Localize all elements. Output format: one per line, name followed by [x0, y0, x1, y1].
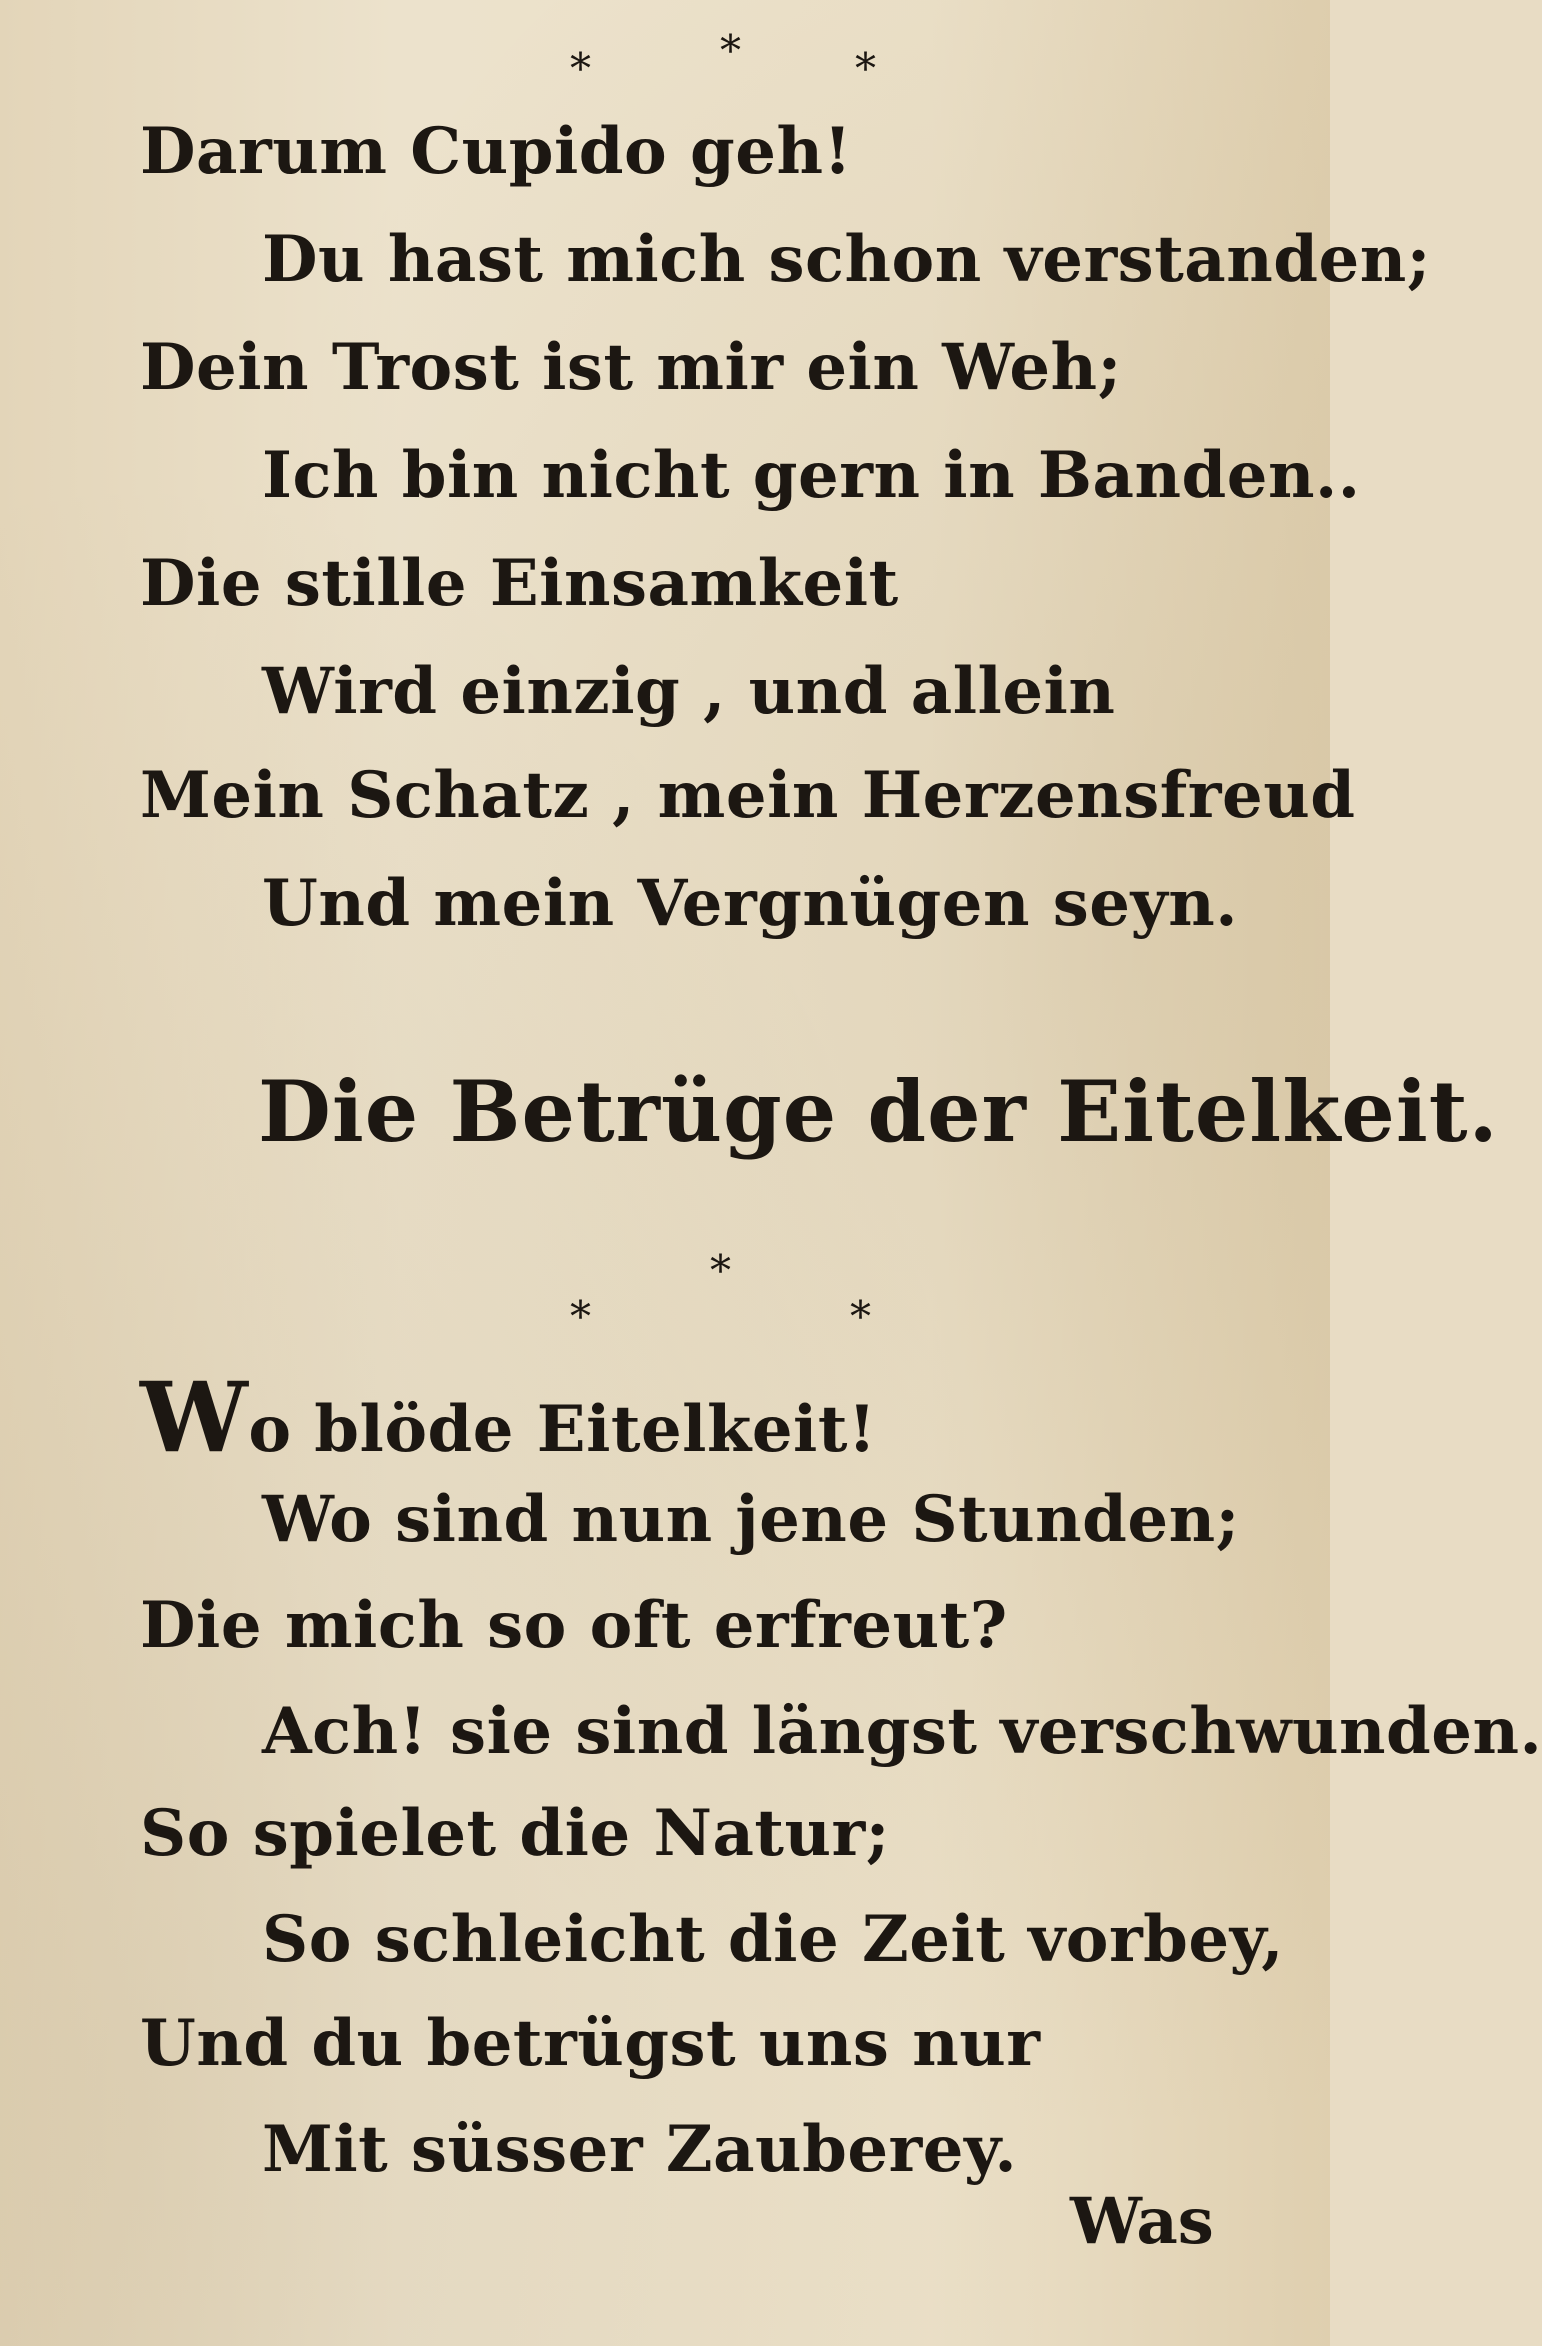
poem1-line-1: Darum Cupido geh! — [140, 114, 853, 189]
poem1-line-6: Wird einzig , und allein — [262, 654, 1116, 729]
book-page: * * * Darum Cupido geh! Du hast mich schon verstanden; Dein Trost ist mir ein Weh; Ich bin nicht gern in Banden.. Die stille Einsamkeit Wird einzig , und allein Mein Schatz , mein Herzensfreud Und mein Vergnügen seyn. Die Betrüge der Eitelkeit. * * * Wo blöde Eitelkeit! Wo sind nun jene Stunden; Die mich so oft erfreut? Ach! sie sind längst verschwunden. So spielet die Natur; So schleicht die Zeit vorbey, Und du betrügst uns nur Mit süsser Zauberey. Was — [0, 0, 1330, 2346]
poem2-line-5: So spielet die Natur; — [140, 1796, 890, 1871]
poem2-line-3: Die mich so oft erfreut? — [140, 1588, 1008, 1663]
drop-capital: W — [140, 1361, 249, 1474]
poem2-line-4: Ach! sie sind längst verschwunden. — [262, 1694, 1542, 1769]
poem2-line-2: Wo sind nun jene Stunden; — [262, 1482, 1240, 1557]
poem2-title: Die Betrüge der Eitelkeit. — [258, 1062, 1499, 1161]
poem1-line-2: Du hast mich schon verstanden; — [262, 222, 1431, 297]
poem2-line-8: Mit süsser Zauberey. — [262, 2112, 1018, 2187]
poem1-line-5: Die stille Einsamkeit — [140, 546, 899, 621]
poem1-line-8: Und mein Vergnügen seyn. — [262, 866, 1238, 941]
poem1-line-7: Mein Schatz , mein Herzensfreud — [140, 758, 1356, 833]
poem2-line-7: Und du betrügst uns nur — [140, 2006, 1041, 2081]
poem1-line-3: Dein Trost ist mir ein Weh; — [140, 330, 1122, 405]
poem1-line-4: Ich bin nicht gern in Banden.. — [262, 438, 1361, 513]
poem2-line-1-text: o blöde Eitelkeit! — [248, 1392, 877, 1467]
poem2-line-1 — [140, 1361, 877, 1474]
poem2-line-6: So schleicht die Zeit vorbey, — [262, 1902, 1284, 1977]
catchword: Was — [1070, 2184, 1214, 2259]
